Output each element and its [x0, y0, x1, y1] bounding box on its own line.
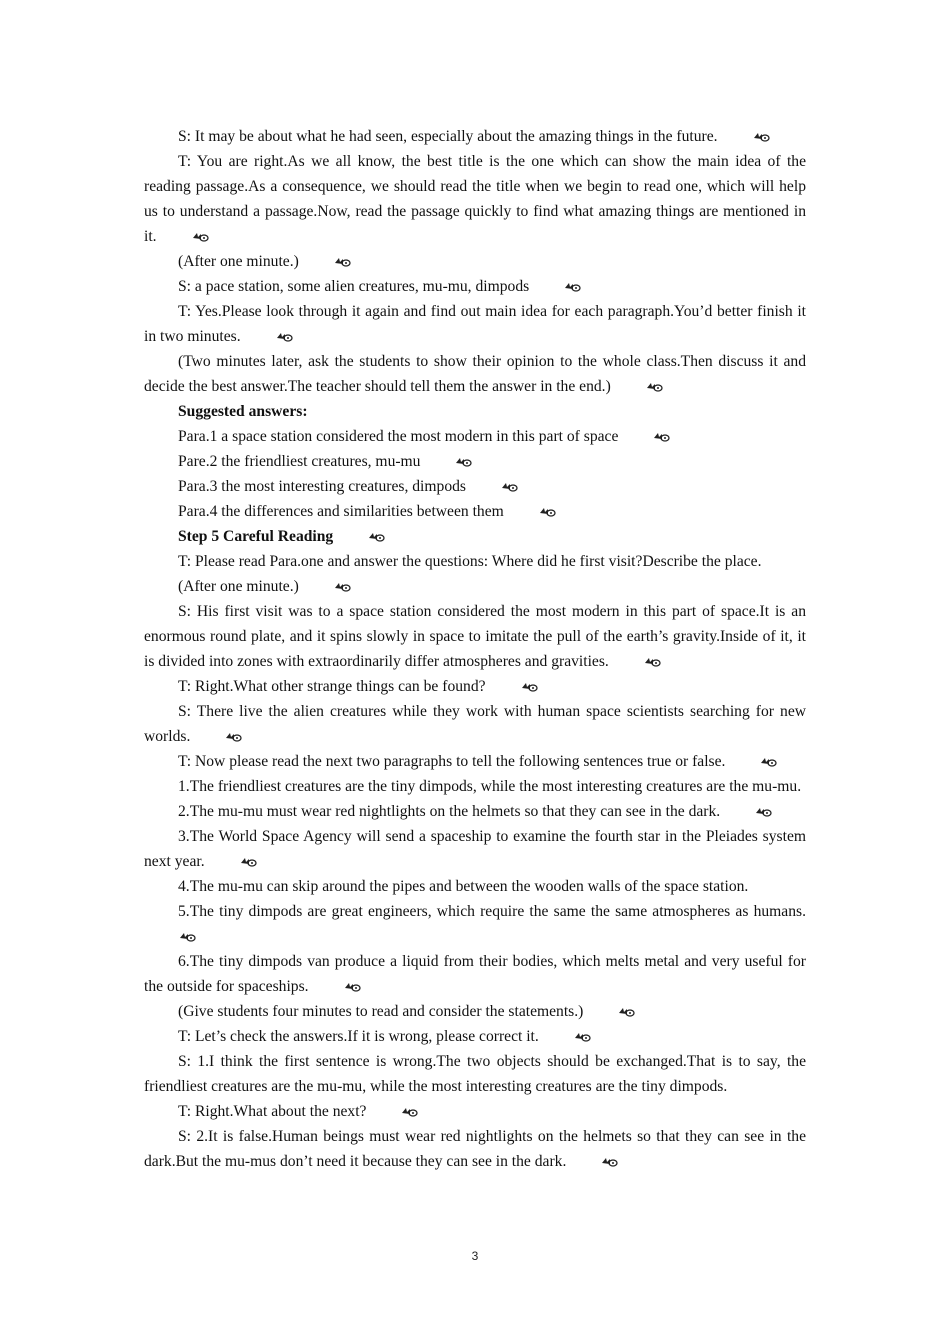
paragraph-text: 1.The friendliest creatures are the tiny dimpods, while the most interesting creatures are the mu-mu. — [178, 778, 802, 795]
paragraph — [144, 674, 806, 699]
paragraph-text: Step 5 Careful Reading — [178, 528, 334, 545]
paragraph-mark-icon — [719, 126, 736, 138]
paragraph-mark-icon — [540, 1026, 557, 1038]
paragraph — [144, 599, 806, 674]
paragraph-mark-icon — [310, 976, 327, 988]
paragraph — [144, 274, 806, 299]
paragraph-text: 2.The mu-mu must wear red nightlights on the helmets so that they can see in the dark. — [178, 803, 721, 820]
paragraph-mark-icon — [206, 851, 223, 863]
paragraph — [144, 699, 806, 749]
paragraph — [144, 1024, 806, 1049]
paragraph-mark-icon — [487, 676, 504, 688]
paragraph-text: S: It may be about what he had seen, especially about the amazing things in the future. — [178, 128, 718, 145]
paragraph-text: T: Yes.Please look through it again and find out main idea for each paragraph.You’d better finish it in two minutes. — [144, 303, 806, 345]
paragraph — [144, 574, 806, 599]
paragraph — [144, 999, 806, 1024]
paragraph-text: T: Now please read the next two paragraphs to tell the following sentences true or false. — [178, 753, 726, 770]
paragraph-text: T: Right.What about the next? — [178, 1103, 367, 1120]
paragraph-text: S: 1.I think the first sentence is wrong.The two objects should be exchanged.That is to say, the friendliest creatures are the mu-mu, while the most interesting creatures are the tiny dimpods. — [144, 1053, 806, 1095]
paragraph-text: Suggested answers: — [178, 403, 308, 420]
paragraph — [144, 399, 806, 424]
paragraph — [144, 299, 806, 349]
paragraph — [144, 774, 806, 799]
paragraph-mark-icon — [145, 926, 162, 938]
paragraph-text: Para.4 the differences and similarities between them — [178, 503, 504, 520]
paragraph-text: Pare.2 the friendliest creatures, mu-mu — [178, 453, 421, 470]
paragraph — [144, 524, 806, 549]
paragraph-text: (After one minute.) — [178, 253, 299, 270]
paragraph — [144, 474, 806, 499]
paragraph-text: 5.The tiny dimpods are great engineers, which require the same the same atmospheres as humans. — [178, 903, 806, 920]
paragraph-text: 6.The tiny dimpods van produce a liquid from their bodies, which melts metal and very useful for the outside for spaceships. — [144, 953, 806, 995]
paragraph-text: (After one minute.) — [178, 578, 299, 595]
paragraph-text: Para.3 the most interesting creatures, dimpods — [178, 478, 466, 495]
paragraph — [144, 899, 806, 949]
paragraph-text: S: a pace station, some alien creatures, mu-mu, dimpods — [178, 278, 530, 295]
paragraph — [144, 124, 806, 149]
paragraph — [144, 1099, 806, 1124]
paragraph-mark-icon — [158, 226, 175, 238]
paragraph-mark-icon — [334, 526, 351, 538]
paragraph-mark-icon — [721, 801, 738, 813]
paragraph-mark-icon — [300, 576, 317, 588]
paragraph-text: S: His first visit was to a space station considered the most modern in this part of space.It is an enormous round plate, and it spins slowly in space to imitate the pull of the earth’s gravity.Inside of it, it is divided into zones with extraordinarily differ atmospheres and gravities. — [144, 603, 806, 670]
paragraph-mark-icon — [191, 726, 208, 738]
paragraph-mark-icon — [726, 751, 743, 763]
paragraph — [144, 424, 806, 449]
paragraph-mark-icon — [619, 426, 636, 438]
paragraph-mark-icon — [567, 1151, 584, 1163]
paragraph-text: T: Please read Para.one and answer the questions: Where did he first visit?Describe the place. — [178, 553, 762, 570]
paragraph-text: T: Let’s check the answers.If it is wrong, please correct it. — [178, 1028, 539, 1045]
paragraph-mark-icon — [505, 501, 522, 513]
paragraph-mark-icon — [584, 1001, 601, 1013]
paragraph — [144, 249, 806, 274]
paragraph-text: T: You are right.As we all know, the best title is the one which can show the main idea of the reading passage.As a consequence, we should read the title when we begin to read one, which will help us to understand a passage.Now, read the passage quickly to find what amazing things are mentioned in it. — [144, 153, 806, 245]
paragraph — [144, 799, 806, 824]
page-number: 3 — [471, 1249, 479, 1263]
paragraph — [144, 349, 806, 399]
paragraph — [144, 1124, 806, 1174]
paragraph-mark-icon — [467, 476, 484, 488]
paragraph-text: S: There live the alien creatures while they work with human space scientists searching for new worlds. — [144, 703, 806, 745]
page-body — [144, 124, 806, 1174]
paragraph-mark-icon — [367, 1101, 384, 1113]
paragraph-text: Para.1 a space station considered the most modern in this part of space — [178, 428, 619, 445]
paragraph-text: S: 2.It is false.Human beings must wear red nightlights on the helmets so that they can see in the dark.But the mu-mus don’t need it because they can see in the dark. — [144, 1128, 806, 1170]
paragraph-text: (Two minutes later, ask the students to show their opinion to the whole class.Then discuss it and decide the best answer.The teacher should tell them the answer in the end.) — [144, 353, 806, 395]
paragraph — [144, 749, 806, 774]
paragraph — [144, 824, 806, 874]
paragraph-mark-icon — [610, 651, 627, 663]
paragraph-mark-icon — [300, 251, 317, 263]
paragraph-mark-icon — [421, 451, 438, 463]
paragraph-text: 3.The World Space Agency will send a spaceship to examine the fourth star in the Pleiades system next year. — [144, 828, 806, 870]
paragraph-text: T: Right.What other strange things can be found? — [178, 678, 486, 695]
paragraph — [144, 149, 806, 249]
paragraph — [144, 949, 806, 999]
paragraph-mark-icon — [242, 326, 259, 338]
paragraph — [144, 549, 806, 574]
paragraph-text: 4.The mu-mu can skip around the pipes and between the wooden walls of the space station. — [178, 878, 749, 895]
paragraph — [144, 499, 806, 524]
paragraph-mark-icon — [530, 276, 547, 288]
paragraph — [144, 1049, 806, 1099]
paragraph — [144, 874, 806, 899]
paragraph-text: (Give students four minutes to read and consider the statements.) — [178, 1003, 584, 1020]
paragraph-mark-icon — [612, 376, 629, 388]
paragraph — [144, 449, 806, 474]
